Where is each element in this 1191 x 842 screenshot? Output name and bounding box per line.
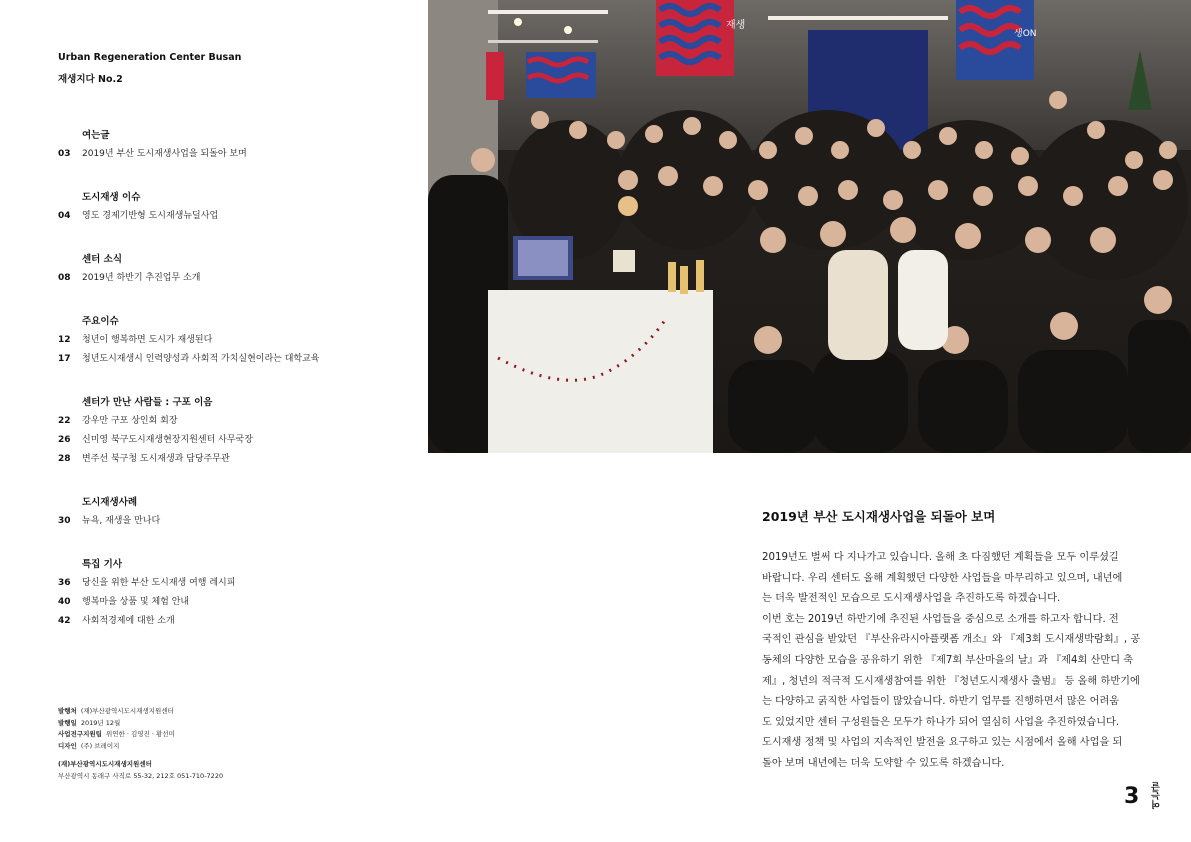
toc-section xyxy=(58,250,388,288)
toc-page-number: 40 xyxy=(58,597,71,607)
toc-page-number: 36 xyxy=(58,578,71,588)
issue-title: 재생지다 No.2 xyxy=(58,74,123,85)
toc-entry-text: 당신을 위한 부산 도시재생 여행 레시피 xyxy=(82,578,236,588)
colophon xyxy=(58,706,223,782)
essay-line: 도 있었지만 센터 구성원들은 모두가 하나가 되어 열심히 사업을 추진하였습니다. xyxy=(762,716,1120,728)
toc-entry xyxy=(58,331,388,350)
toc-entry xyxy=(58,207,388,226)
publisher-name-en: Urban Regeneration Center Busan xyxy=(58,52,242,63)
essay-line: 2019년도 벌써 다 지나가고 있습니다. 올해 초 다짐했던 계획들을 모두 이루셨길 xyxy=(762,552,1119,563)
toc-entry xyxy=(58,574,388,593)
essay-line: 제』, 청년의 적극적 도시재생참여를 위한 『청년도시재생사 출범』 등 올해 하반기에 xyxy=(762,675,1140,687)
toc-entry xyxy=(58,350,388,369)
colophon-design: 디자인 (주) 브레이지 xyxy=(58,741,120,750)
table-of-contents xyxy=(58,126,388,631)
toc-section-title: 도시재생 이슈 xyxy=(82,192,141,203)
toc-page-number: 12 xyxy=(58,335,71,345)
section-label: 여는글 xyxy=(1152,782,1162,809)
toc-entry-text: 영도 경제기반형 도시재생뉴딜사업 xyxy=(82,211,219,221)
toc-page-number: 30 xyxy=(58,516,71,526)
toc-entry xyxy=(58,593,388,612)
toc-section-title: 특집 기사 xyxy=(82,559,123,570)
toc-page-number: 17 xyxy=(58,354,71,364)
toc-section xyxy=(58,493,388,531)
toc-page-number: 22 xyxy=(58,416,71,426)
essay-line: 바랍니다. 우리 센터도 올해 계획했던 다양한 사업들을 마무리하고 있으며, 내년에 xyxy=(762,572,1123,584)
toc-section xyxy=(58,126,388,164)
toc-entry-text: 강우만 구포 상인회 회장 xyxy=(82,416,178,426)
banner-left-text: 재생 xyxy=(726,20,746,31)
banner-right xyxy=(956,0,1037,80)
group-photo-illustration xyxy=(428,0,1191,453)
toc-entry-text: 뉴욕, 재생을 만나다 xyxy=(82,516,161,526)
essay-line: 국적인 관심을 받았던 『부산유라시아플랫폼 개소』와 『제3회 도시재생박람회』, 공 xyxy=(762,634,1141,646)
essay-title: 2019년 부산 도시재생사업을 되돌아 보며 xyxy=(762,509,996,524)
banner-left xyxy=(656,0,745,76)
toc-page-number: 26 xyxy=(58,435,71,445)
toc-entry-text: 사회적경제에 대한 소개 xyxy=(82,616,175,626)
page-number: 3 xyxy=(1124,784,1140,809)
essay-line: 도시재생 정책 및 사업의 지속적인 발전을 요구하고 있는 시점에서 올해 사업을 되 xyxy=(762,737,1123,749)
toc-entry xyxy=(58,412,388,431)
toc-entry xyxy=(58,269,388,288)
toc-section xyxy=(58,393,388,469)
colophon-org: (재)부산광역시도시재생지원센터 xyxy=(58,760,152,768)
colophon-address: 부산광역시 동래구 사직로 55-32, 212호 051-710-7220 xyxy=(58,771,224,780)
colophon-staff: 사업전구지원팀 위연한 · 김영진 · 황선미 xyxy=(58,730,175,738)
toc-section xyxy=(58,555,388,631)
toc-page-number: 08 xyxy=(58,273,71,283)
toc-entry-text: 행복마을 상품 및 체험 안내 xyxy=(82,597,190,607)
toc-entry-text: 2019년 하반기 추진업무 소개 xyxy=(82,273,201,283)
toc-page-number: 42 xyxy=(58,616,71,626)
toc-section xyxy=(58,188,388,226)
toc-entry-text: 청년이 행복하면 도시가 재생된다 xyxy=(82,335,213,345)
toc-page-number: 03 xyxy=(58,149,71,159)
toc-entry xyxy=(58,612,388,631)
banner-right-text: 생ON xyxy=(1014,29,1037,39)
toc-page-number: 28 xyxy=(58,454,71,464)
toc-entry xyxy=(58,512,388,531)
toc-entry xyxy=(58,431,388,450)
essay-line: 돌아 보며 내년에는 더욱 도약할 수 있도록 하겠습니다. xyxy=(762,757,1005,769)
essay-body xyxy=(762,548,1141,775)
essay-line: 는 다양하고 굵직한 사업들이 많았습니다. 하반기 업무를 진행하면서 많은 어려움 xyxy=(762,696,1120,708)
toc-entry-text: 변주선 북구청 도시재생과 담당주무관 xyxy=(82,454,230,464)
toc-page-number: 04 xyxy=(58,211,71,221)
colophon-date: 발행일 2019년 12월 xyxy=(58,718,121,727)
essay-line: 는 더욱 발전적인 모습으로 도시재생사업을 추진하도록 하겠습니다. xyxy=(762,593,1061,605)
toc-entry-text: 2019년 부산 도시재생사업을 되돌아 보며 xyxy=(82,149,247,159)
essay-line: 이번 호는 2019년 하반기에 추진된 사업들을 중심으로 소개를 하고자 합니다. 전 xyxy=(762,613,1119,625)
toc-section-title: 센터 소식 xyxy=(82,254,123,265)
toc-entry xyxy=(58,450,388,469)
toc-entry-text: 청년도시재생시 인력양성과 사회적 가치실현이라는 대학교육 xyxy=(82,354,320,364)
group-photo xyxy=(428,0,1191,453)
toc-section xyxy=(58,312,388,369)
toc-section-title: 여는글 xyxy=(82,130,110,141)
essay-line: 동체의 다양한 모습을 공유하기 위한 『제7회 부산마을의 날』과 『제4회 산만디 축 xyxy=(762,654,1134,666)
toc-section-title: 센터가 만난 사람들 : 구포 이음 xyxy=(82,397,213,408)
toc-section-title: 도시재생사례 xyxy=(82,497,138,508)
toc-entry-text: 신미영 북구도시재생현장지원센터 사무국장 xyxy=(82,435,253,445)
colophon-publisher: 발행처 (재)부산광역시도시재생지원센터 xyxy=(58,707,174,715)
toc-section-title: 주요이슈 xyxy=(82,316,119,327)
toc-entry xyxy=(58,145,388,164)
